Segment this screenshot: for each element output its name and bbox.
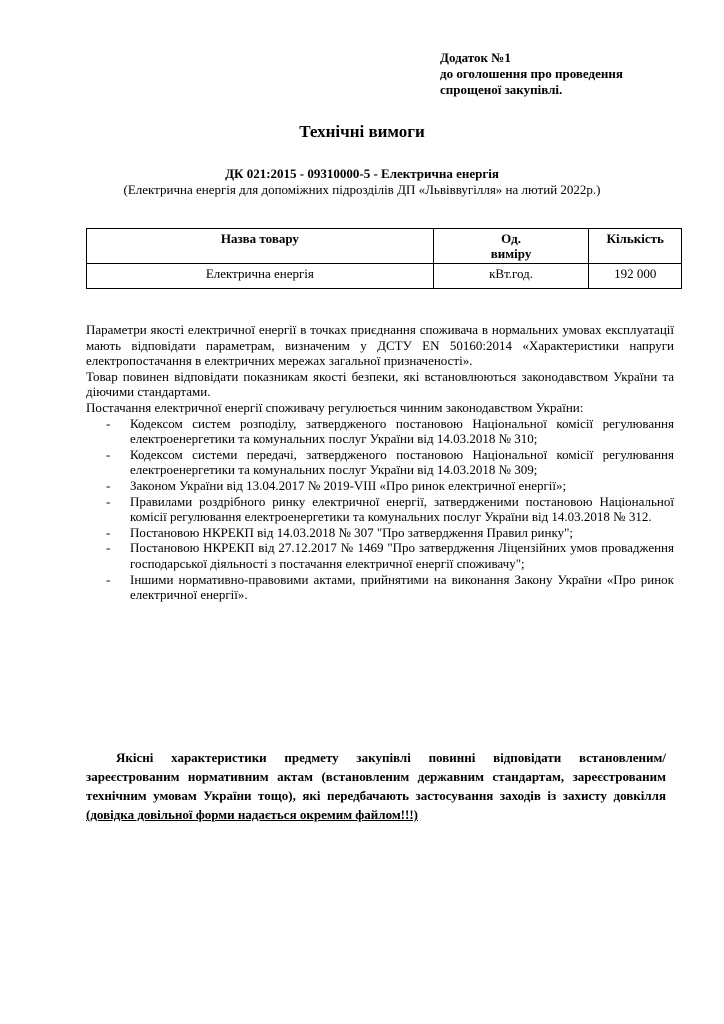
table-header-quantity: Кількість	[589, 229, 682, 264]
list-item	[86, 572, 674, 603]
requirements-body	[86, 322, 674, 603]
list-item	[86, 494, 674, 525]
list-dash: -	[106, 524, 111, 540]
paragraph-legislation: Постачання електричної енергії споживачу регулюється чинним законодавством України:	[86, 399, 584, 415]
document-title: Технічні вимоги	[299, 122, 425, 141]
classification-code: ДК 021:2015 - 09310000-5 - Електрична енергія	[225, 166, 499, 181]
list-item	[86, 416, 674, 447]
table-header-unit	[433, 229, 589, 264]
table-header-name: Назва товару	[87, 229, 434, 264]
list-item	[86, 447, 674, 478]
quality-text: Якісні характеристики предмету закупівлі повинні відповідати встановленим/зареєстрованим нормативним актам (встановленим державним стандартам, зареєстрованим технічним умовам України тощо), які передбачають застосування заходів із захисту довкілля	[86, 750, 666, 803]
annex-line-2: до оголошення про проведення	[440, 66, 623, 81]
table-row	[87, 264, 682, 289]
paragraph-quality-params: Параметри якості електричної енергії в точках приєднання споживача в нормальних умовах експлуатації мають відповідати параметрам, визначеним у ДСТУ EN 50160:2014 «Характеристики напруги електропостачання в електричних мережах загальної призначеності».	[86, 322, 674, 369]
goods-table	[86, 228, 682, 289]
list-item-text: Кодексом систем розподілу, затвердженого постановою Національної комісії регулювання електроенергетики та комунальних послуг України від 14.03.2018 № 310;	[130, 415, 674, 447]
legislation-list	[86, 416, 674, 603]
annex-line-3: спрощеної закупівлі.	[440, 82, 563, 97]
list-dash: -	[106, 571, 111, 587]
table-header-unit-text: Од. виміру	[490, 231, 532, 261]
list-dash: -	[106, 415, 111, 431]
list-dash: -	[106, 493, 111, 509]
table-cell-unit: кВт.год.	[433, 264, 589, 289]
list-item	[86, 478, 674, 494]
document-subtitle: (Електрична енергія для допоміжних підрозділів ДП «Львіввугілля» на лютий 2022р.)	[123, 182, 601, 197]
list-dash: -	[106, 446, 111, 462]
quality-note-underlined: (довідка довільної форми надається окремим файлом!!!)	[86, 807, 419, 822]
annex-header	[440, 50, 710, 98]
table-cell-quantity: 192 000	[589, 264, 682, 289]
list-dash: -	[106, 477, 111, 493]
list-dash: -	[106, 540, 111, 556]
list-item-text: Постановою НКРЕКП від 27.12.2017 № 1469 "Про затвердження Ліцензійних умов провадження господарської діяльності з постачання електричної енергії споживачу";	[130, 540, 674, 571]
list-item-text: Кодексом системи передачі, затвердженого постановою Національної комісії регулювання електроенергетики та комунальних послуг України від 14.03.2018 № 309;	[130, 446, 674, 478]
table-header-row	[87, 229, 682, 264]
list-item-text: Правилами роздрібного ринку електричної енергії, затвердженими постановою Національної комісії регулювання електроенергетики та комунальних послуг України від 14.03.2018 № 312.	[130, 493, 674, 525]
list-item-text: Іншими нормативно-правовими актами, прийнятими на виконання Закону України «Про ринок електричної енергії».	[130, 571, 674, 603]
list-item	[86, 540, 674, 571]
list-item	[86, 525, 674, 541]
paragraph-safety: Товар повинен відповідати показникам якості безпеки, які встановлюються законодавством України та діючими стандартами.	[86, 368, 674, 400]
list-item-text: Постановою НКРЕКП від 14.03.2018 № 307 "Про затвердження Правил ринку";	[130, 524, 574, 540]
quality-requirements	[86, 748, 666, 824]
list-item-text: Законом України від 13.04.2017 № 2019-VIII «Про ринок електричної енергії»;	[130, 477, 567, 493]
annex-line-1: Додаток №1	[440, 50, 511, 65]
table-cell-name: Електрична енергія	[87, 264, 434, 289]
